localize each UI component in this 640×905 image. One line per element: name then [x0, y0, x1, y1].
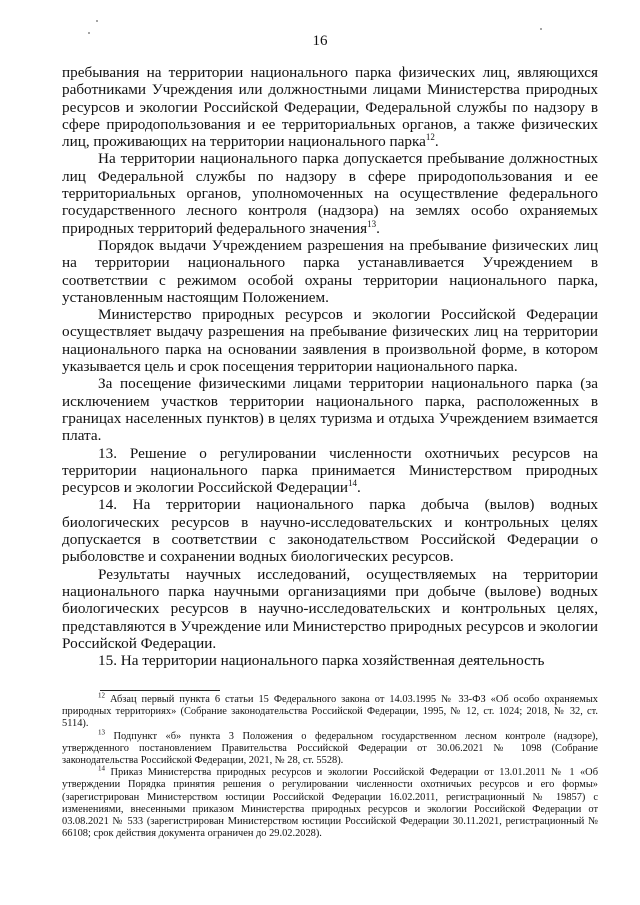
footnote: $^{12}$ Абзац первый пункта 6 статьи 15 Федерального закона от 14.03.1995 № 33-ФЗ «Об особо охраняемых природных территориях» (Собрание законодательства Российской Федерации, 1995, № 12, ст. 1024; 2018, № 32, ст. 5114).	[62, 691, 598, 730]
scan-speck	[540, 28, 542, 30]
footnote-number: 13	[98, 728, 105, 737]
scan-speck	[88, 32, 90, 34]
body-text	[62, 64, 598, 669]
paragraph: На территории национального парка допускается пребывание должностных лиц Федеральной службы по надзору в сфере природопользования и ее территориальных органов, уполномоченных на осуществление федерального государственного лесного контроля (надзора) на землях особо охраняемых природных территорий федерального значения$^{13}$.	[62, 150, 598, 237]
footnote: $^{14}$ Приказ Министерства природных ресурсов и экологии Российской Федерации от 13.01.2011 № 1 «Об утверждении Порядка принятия решения о регулировании численности охотничьих ресурсов и его формы» (зарегистрирован Министерством юстиции Российской Федерации 16.02.2011, регистрационный № 19857) с изменениями, внесенными приказом Министерства природных ресурсов и экологии Российской Федерации от 03.08.2021 № 533 (зарегистрирован Министерством юстиции Российской Федерации 30.11.2021, регистрационный № 66108; срок действия документа ограничен до 29.02.2028).	[62, 764, 598, 840]
footnote-number: 14	[98, 764, 105, 773]
footnote-ref[interactable]: 12	[425, 132, 435, 143]
paragraph: пребывания на территории национального парка физических лиц, являющихся работниками Учреждения или должностными лицами Министерства природных ресурсов и экологии Российской Федерации, Федеральной службы по надзору в сфере природопользования и ее территориальных органов, а также физических лиц, проживающих на территории национального парка$^{12}$.	[62, 64, 598, 151]
page-number: 16	[312, 33, 328, 49]
footnote-number: 12	[98, 691, 105, 700]
footnote: $^{13}$ Подпункт «б» пункта 3 Положения о федеральном государственном лесном контроле (надзоре), утвержденного постановлением Правительства Российской Федерации от 30.06.2021 № 1098 (Собрание законодательства Российской Федерации, 2021, № 28, ст. 5528).	[62, 728, 598, 767]
footnotes	[62, 691, 598, 840]
scan-speck	[96, 20, 98, 22]
paragraph: Министерство природных ресурсов и экологии Российской Федерации осуществляет выдачу разрешения на пребывание физических лиц на территории национального парка на основании заявления в произвольной форме, в котором указывается цель и срок посещения территории национального парка.	[62, 306, 598, 376]
footnote-separator	[100, 690, 220, 691]
paragraph: 13. Решение о регулировании численности охотничьих ресурсов на территории национального парка принимается Министерством природных ресурсов и экологии Российской Федерации$^{14}$.	[62, 444, 598, 497]
footnote-ref[interactable]: 14	[348, 478, 358, 489]
paragraph: 15. На территории национального парка хозяйственная деятельность	[98, 652, 545, 670]
paragraph: Порядок выдачи Учреждением разрешения на пребывание физических лиц на территории национального парка устанавливается Учреждением в соответствии с режимом особой охраны территории национального парка, установленным настоящим Положением.	[62, 236, 598, 306]
paragraph: 14. На территории национального парка добыча (вылов) водных биологических ресурсов в научно-исследовательских и контрольных целях допускается в соответствии с законодательством Российской Федерации о рыболовстве и сохранении водных биологических ресурсов.	[62, 496, 598, 566]
footnote-ref[interactable]: 13	[367, 218, 377, 229]
paragraph: За посещение физическими лицами территории национального парка (за исключением участков территории национального парка, расположенных в границах населенных пунктов) в целях туризма и отдыха Учреждением взимается плата.	[62, 375, 598, 445]
paragraph: Результаты научных исследований, осуществляемых на территории национального парка научными организациями при добыче (вылове) водных биологических ресурсов в научно-исследовательских и контрольных целях, представляются в Учреждение или Министерство природных ресурсов и экологии Российской Федерации.	[62, 565, 598, 652]
